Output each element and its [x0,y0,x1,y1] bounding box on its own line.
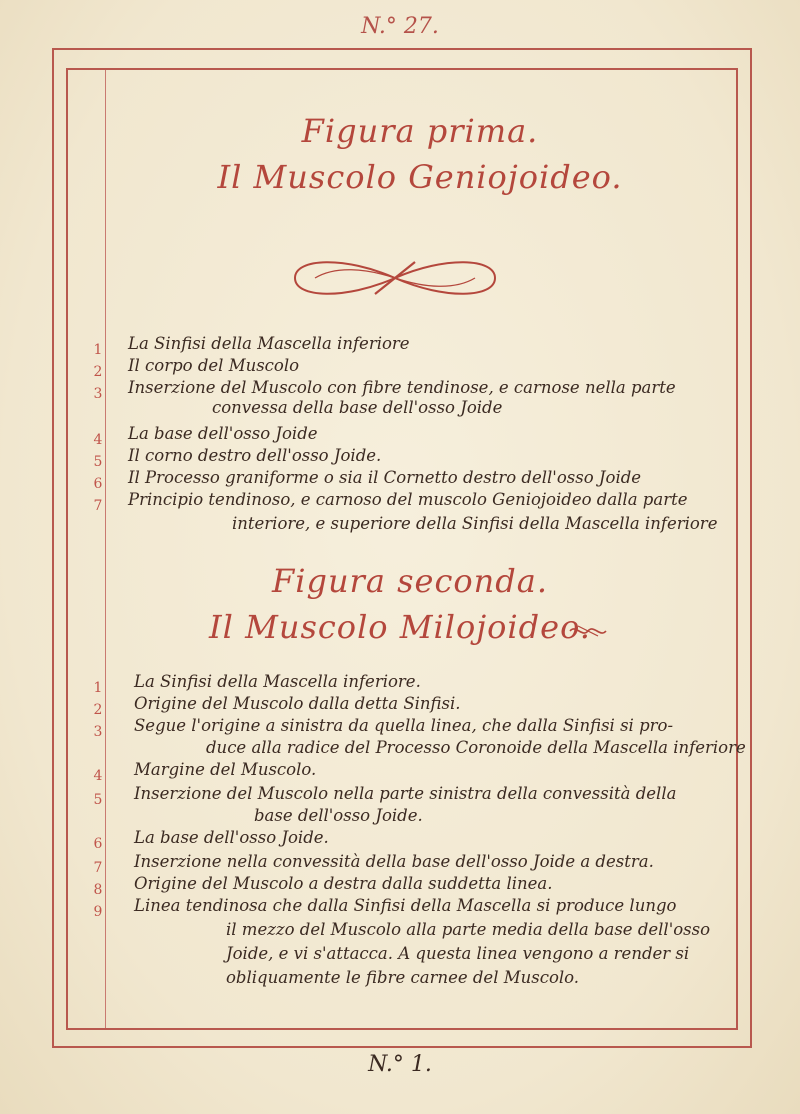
fig2-item-9 [80,896,740,922]
folio-number: N.° 1. [368,1052,432,1077]
item-number: 3 [93,386,103,402]
fig1-item-7-continuation: interiore, e superiore della Sinfisi della Mascella inferiore [232,514,718,533]
item-text: Inserzione del Muscolo con fibre tendinose, e carnose nella parte [128,378,676,397]
item-number: 5 [93,454,103,470]
figure1-subtitle: Il Muscolo Geniojoideo. [217,158,623,196]
item-text: Linea tendinosa che dalla Sinfisi della Mascella si produce lungo [134,896,677,915]
item-number: 3 [93,724,103,740]
item-number: 6 [93,476,103,492]
fig2-item-5-continuation: base dell'osso Joide. [254,806,423,825]
figure2-title: Figura seconda. [272,562,548,600]
item-text: Principio tendinoso, e carnoso del muscolo Geniojoideo dalla parte [128,490,688,509]
item-number: 8 [93,882,103,898]
figure1-title: Figura prima. [301,112,539,150]
fig2-item-3-continuation: duce alla radice del Processo Coronoide della Mascella inferiore [206,738,746,757]
item-number: 5 [93,792,103,808]
page-number: N.° 27. [361,14,439,39]
item-text: Inserzione nella convessità della base dell'osso Joide a destra. [134,852,654,871]
item-text: La Sinfisi della Mascella inferiore. [134,672,421,691]
fig2-item-9-continuation-2: Joide, e vi s'attacca. A questa linea vengono a render si [226,944,690,963]
item-text: Il corno destro dell'osso Joide. [128,446,382,465]
item-number: 2 [93,364,103,380]
fig1-item-7 [80,490,740,516]
item-text: La base dell'osso Joide [128,424,318,443]
figure2-subtitle: Il Muscolo Milojoideo. [209,608,591,646]
fig1-item-3-continuation: convessa della base dell'osso Joide [212,398,503,417]
fig2-item-6 [80,828,740,854]
item-text: Origine del Muscolo a destra dalla suddetta linea. [134,874,553,893]
item-number: 4 [93,432,103,448]
item-text: Il Processo graniforme o sia il Cornetto destro dell'osso Joide [128,468,642,487]
fig2-item-9-continuation-3: obliquamente le fibre carnee del Muscolo. [226,968,580,987]
item-text: Inserzione del Muscolo nella parte sinistra della convessità della [134,784,677,803]
item-text: Il corpo del Muscolo [128,356,300,375]
item-number: 1 [93,342,103,358]
item-text: Origine del Muscolo dalla detta Sinfisi. [134,694,461,713]
item-text: Segue l'origine a sinistra da quella linea, che dalla Sinfisi si pro- [134,716,674,735]
item-number: 2 [93,702,103,718]
item-number: 7 [93,498,103,514]
item-text: La Sinfisi della Mascella inferiore [128,334,410,353]
item-text: La base dell'osso Joide. [134,828,329,847]
calligraphic-flourish [285,250,505,306]
item-number: 1 [93,680,103,696]
item-number: 9 [93,904,103,920]
fig2-item-4 [80,760,740,786]
item-number: 7 [93,860,103,876]
item-text: Margine del Muscolo. [134,760,317,779]
item-number: 4 [93,768,103,784]
small-flourish [568,622,608,640]
item-number: 6 [93,836,103,852]
fig2-item-9-continuation-1: il mezzo del Muscolo alla parte media della base dell'osso [226,920,711,939]
